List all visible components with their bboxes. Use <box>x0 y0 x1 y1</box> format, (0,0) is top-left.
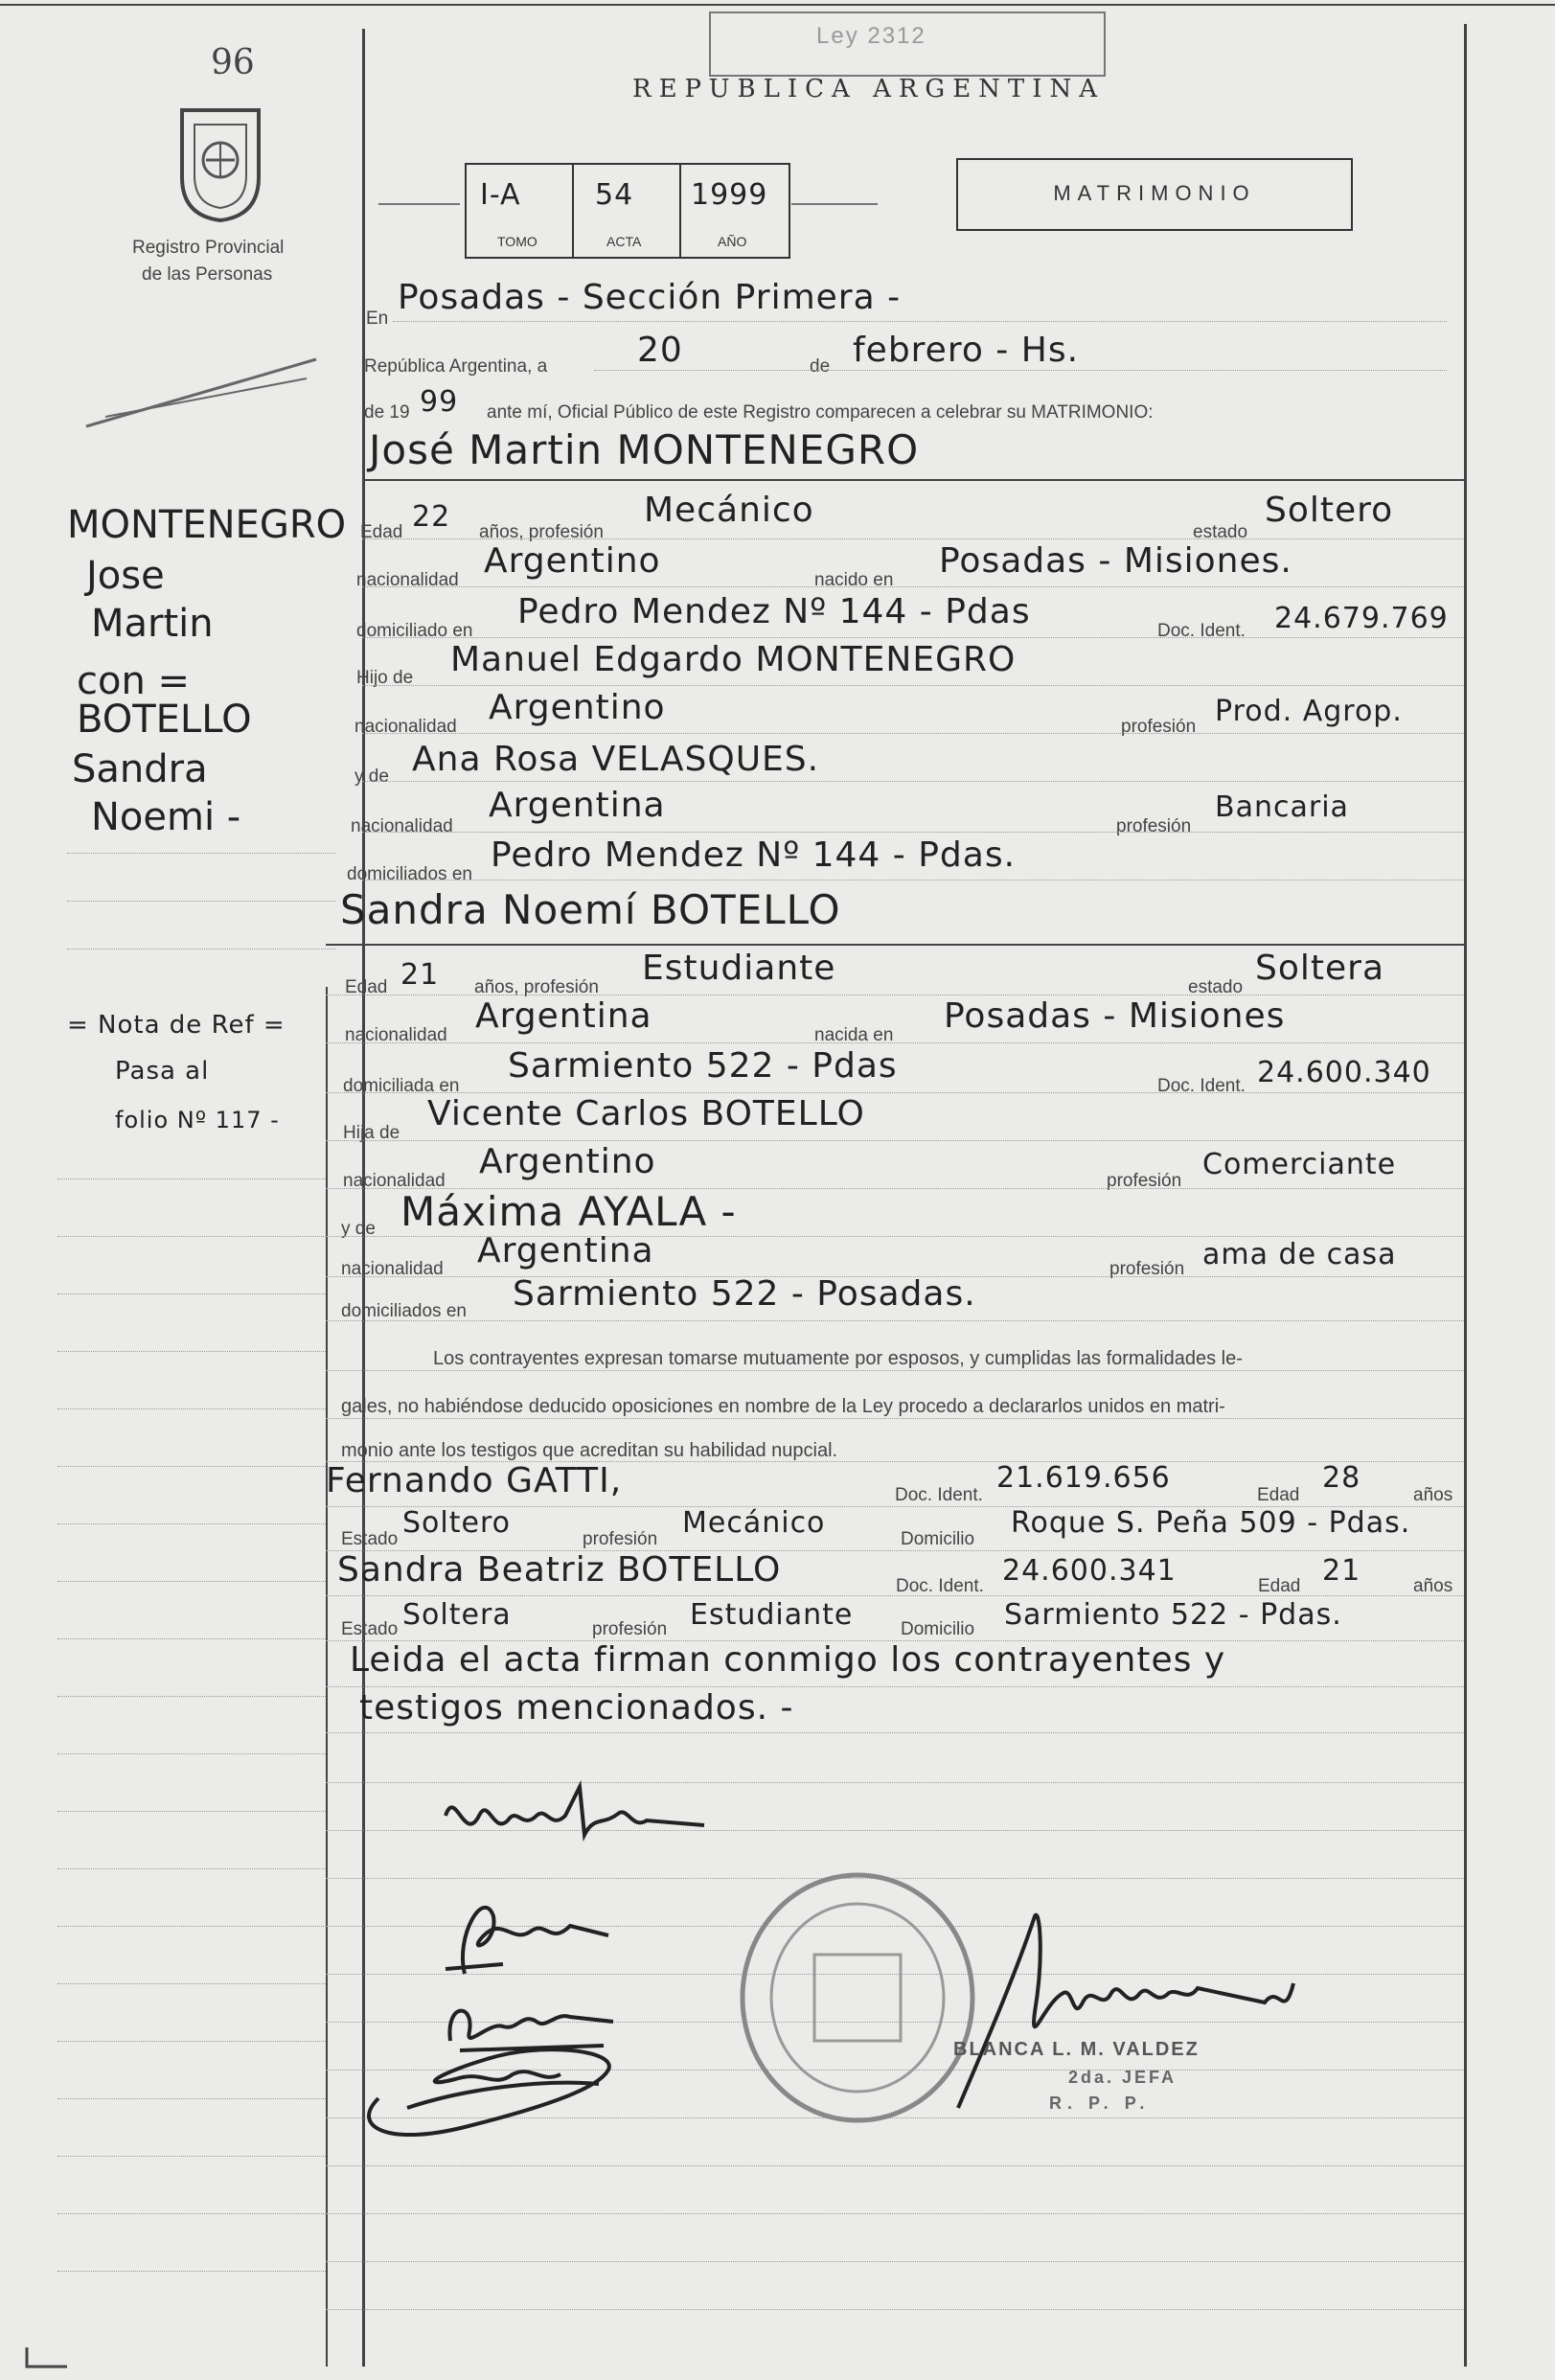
provincial-seal-icon <box>168 101 273 225</box>
margin-lower-line-13 <box>57 1868 326 1869</box>
line-bride-4 <box>326 1140 1464 1141</box>
witness1-doc: 21.619.656 <box>996 1461 1171 1495</box>
margin-slash-marks <box>77 340 326 436</box>
margin-lower-line-14 <box>57 1926 326 1927</box>
line-close-2 <box>326 1732 1464 1733</box>
corner-mark <box>19 2343 77 2371</box>
line-empty-11 <box>326 2261 1464 2262</box>
groom-mother-prof-label: profesión <box>1116 816 1192 836</box>
groom-father-nat: Argentino <box>489 688 666 727</box>
witness1-address: Roque S. Peña 509 - Pdas. <box>1011 1506 1411 1540</box>
bride-doc: 24.600.340 <box>1257 1056 1431 1089</box>
witness2-estado: Soltera <box>402 1598 512 1632</box>
groom-estado-label: estado <box>1193 522 1248 542</box>
bride-estado-label: estado <box>1188 977 1244 997</box>
line-empty-12 <box>326 2309 1464 2310</box>
witness2-anos-label: años <box>1413 1576 1453 1596</box>
witness1-edad-label: Edad <box>1257 1485 1300 1505</box>
groom-father-prof: Prod. Agrop. <box>1215 695 1403 728</box>
line-empty-9 <box>326 2165 1464 2166</box>
groom-mother-prof: Bancaria <box>1215 790 1349 824</box>
witness2-dom-label: Domicilio <box>901 1619 975 1639</box>
country-title: REPUBLICA ARGENTINA <box>632 75 1106 103</box>
witness2-doc: 24.600.341 <box>1002 1554 1177 1588</box>
ref-dash-left <box>378 203 460 205</box>
law-stamp-text: Ley 2312 <box>816 23 926 49</box>
bride-father-prof-label: profesión <box>1107 1171 1182 1191</box>
groom-nacido-label: nacido en <box>814 570 894 590</box>
witness2-prof-label: profesión <box>592 1619 668 1639</box>
line-groom-4 <box>362 685 1464 686</box>
margin-line-7: Noemi - <box>91 795 241 839</box>
record-type-box <box>956 158 1353 231</box>
line-decl-2 <box>326 1418 1464 1419</box>
signature-2 <box>426 1878 618 1983</box>
margin-lower-line-10 <box>57 1696 326 1697</box>
margin-lower-line-3 <box>57 1293 326 1294</box>
bride-edad-label: Edad <box>345 977 388 997</box>
tomo-cell <box>467 165 574 257</box>
margin-lower-line-7 <box>57 1523 326 1524</box>
bride-nac-label: nacionalidad <box>345 1025 447 1045</box>
de19-label: de 19 <box>364 402 410 423</box>
bride-doc-label: Doc. Ident. <box>1157 1076 1246 1096</box>
witness2-address: Sarmiento 522 - Pdas. <box>1004 1598 1342 1632</box>
month: febrero - Hs. <box>853 331 1080 370</box>
official-round-stamp-icon <box>733 1868 982 2127</box>
groom-mother: Ana Rosa VELASQUES. <box>412 740 820 779</box>
line-groom-1 <box>362 538 1464 539</box>
groom-name-line <box>362 479 1464 481</box>
line-place <box>393 321 1447 322</box>
official-org: R. P. P. <box>1049 2094 1151 2113</box>
margin-note-2: Pasa al <box>115 1057 210 1086</box>
margin-lower-line-20 <box>57 2271 326 2272</box>
bride-yde-label: y de <box>341 1219 376 1239</box>
declaration-line-1: Los contrayentes expresan tomarse mutuamente por esposos, y cumplidas las formalidades le- <box>433 1348 1243 1369</box>
bride-name: Sandra Noemí BOTELLO <box>340 886 841 933</box>
acta-cell <box>572 165 681 257</box>
margin-lower-line-8 <box>57 1581 326 1582</box>
margin-line-5: BOTELLO <box>77 698 252 742</box>
margin-lower-line-9 <box>57 1638 326 1639</box>
top-rule <box>0 4 1555 6</box>
groom-estado: Soltero <box>1265 491 1394 530</box>
bride-mother-prof-label: profesión <box>1109 1259 1185 1279</box>
groom-mother-nac-label: nacionalidad <box>351 816 453 836</box>
groom-doc: 24.679.769 <box>1274 602 1449 635</box>
bride-father-nac-label: nacionalidad <box>343 1171 446 1191</box>
bride-estado: Soltera <box>1255 949 1385 988</box>
official-role: 2da. JEFA <box>1068 2068 1178 2087</box>
margin-lower-line-19 <box>57 2213 326 2214</box>
bride-name-line <box>326 944 1464 946</box>
tomo-label: TOMO <box>497 234 537 249</box>
bride-profession: Estudiante <box>642 949 836 988</box>
line-empty-10 <box>326 2213 1464 2214</box>
bride-address: Sarmiento 522 - Pdas <box>508 1046 898 1086</box>
groom-edad-label: Edad <box>360 522 403 542</box>
signature-1 <box>436 1777 714 1864</box>
margin-line-6: Sandra <box>72 747 208 791</box>
witness2-estado-label: Estado <box>341 1619 399 1639</box>
groom-nac-label: nacionalidad <box>356 570 459 590</box>
law-stamp <box>709 11 1106 77</box>
bride-doms-label: domiciliados en <box>341 1301 467 1321</box>
margin-lower-line-18 <box>57 2156 326 2157</box>
margin-lower-line-16 <box>57 2041 326 2042</box>
margin-note-3: folio Nº 117 - <box>115 1107 280 1133</box>
bride-anos-prof-label: años, profesión <box>474 977 599 997</box>
bride-mother-prof: ama de casa <box>1202 1238 1397 1271</box>
left-vertical-rule <box>362 29 365 2367</box>
tomo-value: I-A <box>480 178 521 212</box>
de-label: de <box>810 356 831 377</box>
groom-yde-label: y de <box>354 767 389 787</box>
margin-lower-line-11 <box>57 1753 326 1754</box>
margin-line-3: Martin <box>91 602 214 646</box>
groom-name: José Martin MONTENEGRO <box>369 426 920 473</box>
line-groom-6 <box>362 781 1464 782</box>
ref-dash-right <box>791 203 878 205</box>
margin-line-c <box>67 949 335 950</box>
margin-lower-line-5 <box>57 1408 326 1409</box>
republica-label: República Argentina, a <box>364 356 548 377</box>
line-bride-3 <box>326 1092 1464 1093</box>
bride-mother: Máxima AYALA - <box>400 1188 737 1235</box>
closing-line-2: testigos mencionados. - <box>359 1688 794 1728</box>
line-bride-2 <box>326 1042 1464 1043</box>
line-bride-8 <box>326 1320 1464 1321</box>
groom-doms-label: domiciliados en <box>347 864 472 884</box>
line-date <box>594 370 1447 371</box>
line-groom-3 <box>362 637 1464 638</box>
record-ref-box <box>465 163 790 259</box>
groom-doc-label: Doc. Ident. <box>1157 621 1246 641</box>
ano-cell <box>679 165 789 257</box>
groom-profession: Mecánico <box>644 491 814 530</box>
acta-value: 54 <box>595 178 634 212</box>
witness2-profession: Estudiante <box>690 1598 854 1632</box>
page-number: 96 <box>211 43 255 82</box>
witness1-prof-label: profesión <box>583 1529 658 1549</box>
line-groom-2 <box>362 586 1464 587</box>
groom-nationality: Argentino <box>484 541 661 581</box>
ano-value: 1999 <box>691 178 768 212</box>
right-vertical-rule <box>1464 24 1467 2367</box>
line-decl-1 <box>326 1370 1464 1371</box>
line-groom-5 <box>362 733 1464 734</box>
bride-age: 21 <box>400 958 440 992</box>
witness2-edad-label: Edad <box>1258 1576 1301 1596</box>
witness1-profession: Mecánico <box>682 1506 826 1540</box>
groom-parents-address: Pedro Mendez Nº 144 - Pdas. <box>491 835 1017 875</box>
bride-hija-label: Hija de <box>343 1123 400 1143</box>
witness1-name: Fernando GATTI, <box>326 1461 623 1500</box>
place: Posadas - Sección Primera - <box>398 278 902 317</box>
record-type: MATRIMONIO <box>1053 181 1256 205</box>
day: 20 <box>637 331 683 370</box>
declaration-line-3: monio ante los testigos que acreditan su habilidad nupcial. <box>341 1440 838 1461</box>
bride-father: Vicente Carlos BOTELLO <box>427 1094 865 1133</box>
groom-mother-nat: Argentina <box>489 786 666 825</box>
margin-line-b <box>67 901 335 902</box>
witness1-estado: Soltero <box>402 1506 511 1540</box>
inner-vertical-rule <box>326 987 328 2367</box>
margin-lower-line-15 <box>57 1983 326 1984</box>
bride-nacida-label: nacida en <box>814 1025 894 1045</box>
witness2-name: Sandra Beatriz BOTELLO <box>337 1550 782 1590</box>
registry-line-1: Registro Provincial <box>132 238 285 258</box>
margin-line-1: MONTENEGRO <box>67 503 347 547</box>
margin-line-a <box>67 853 335 854</box>
witness1-doc-label: Doc. Ident. <box>895 1485 983 1505</box>
groom-address: Pedro Mendez Nº 144 - Pdas <box>517 592 1031 631</box>
bride-nationality: Argentina <box>475 996 652 1036</box>
groom-age: 22 <box>412 500 451 534</box>
bride-father-prof: Comerciante <box>1202 1148 1397 1181</box>
groom-hijo-label: Hijo de <box>356 668 414 688</box>
margin-line-2: Jose <box>86 554 165 598</box>
margin-lower-line-12 <box>57 1811 326 1812</box>
witness1-age: 28 <box>1322 1461 1361 1495</box>
bride-parents-address: Sarmiento 522 - Posadas. <box>513 1274 976 1314</box>
bride-father-nat: Argentino <box>479 1142 656 1181</box>
year-suffix: 99 <box>420 385 459 419</box>
declaration-line-2: gales, no habiéndose deducido oposiciones en nombre de la Ley procedo a declararlos unidos en matri- <box>341 1396 1225 1417</box>
line-w2-1 <box>326 1595 1464 1596</box>
en-label: En <box>366 309 389 329</box>
groom-anos-prof-label: años, profesión <box>479 522 604 542</box>
groom-dom-label: domiciliado en <box>356 621 473 641</box>
witness1-dom-label: Domicilio <box>901 1529 975 1549</box>
acta-label: ACTA <box>606 234 642 249</box>
groom-father-prof-label: profesión <box>1121 717 1197 737</box>
closing-line-1: Leida el acta firman conmigo los contrayentes y <box>350 1640 1226 1680</box>
witness1-estado-label: Estado <box>341 1529 399 1549</box>
margin-line-4: con = <box>77 659 191 703</box>
groom-father-nac-label: nacionalidad <box>354 717 457 737</box>
registry-line-2: de las Personas <box>142 264 273 285</box>
groom-father: Manuel Edgardo MONTENEGRO <box>450 640 1017 679</box>
margin-lower-line-6 <box>57 1466 326 1467</box>
margin-lower-line-2 <box>57 1236 326 1237</box>
witness1-anos-label: años <box>1413 1485 1453 1505</box>
groom-birthplace: Posadas - Misiones. <box>939 541 1292 581</box>
ano-label: AÑO <box>718 234 747 249</box>
witness2-doc-label: Doc. Ident. <box>896 1576 984 1596</box>
bride-mother-nac-label: nacionalidad <box>341 1259 444 1279</box>
witness2-age: 21 <box>1322 1554 1361 1588</box>
margin-lower-line-4 <box>57 1351 326 1352</box>
line-groom-8 <box>362 880 1464 881</box>
bride-dom-label: domiciliada en <box>343 1076 460 1096</box>
bride-birthplace: Posadas - Misiones <box>944 996 1286 1036</box>
signature-4 <box>350 2022 628 2146</box>
margin-note-1: = Nota de Ref = <box>67 1011 286 1040</box>
line-groom-7 <box>362 832 1464 833</box>
official-name: BLANCA L. M. VALDEZ <box>953 2039 1200 2060</box>
bride-mother-nat: Argentina <box>477 1231 654 1270</box>
line-close-1 <box>326 1686 1464 1687</box>
ante-text: ante mí, Oficial Público de este Registro comparecen a celebrar su MATRIMONIO: <box>487 402 1154 423</box>
margin-lower-line-17 <box>57 2098 326 2099</box>
